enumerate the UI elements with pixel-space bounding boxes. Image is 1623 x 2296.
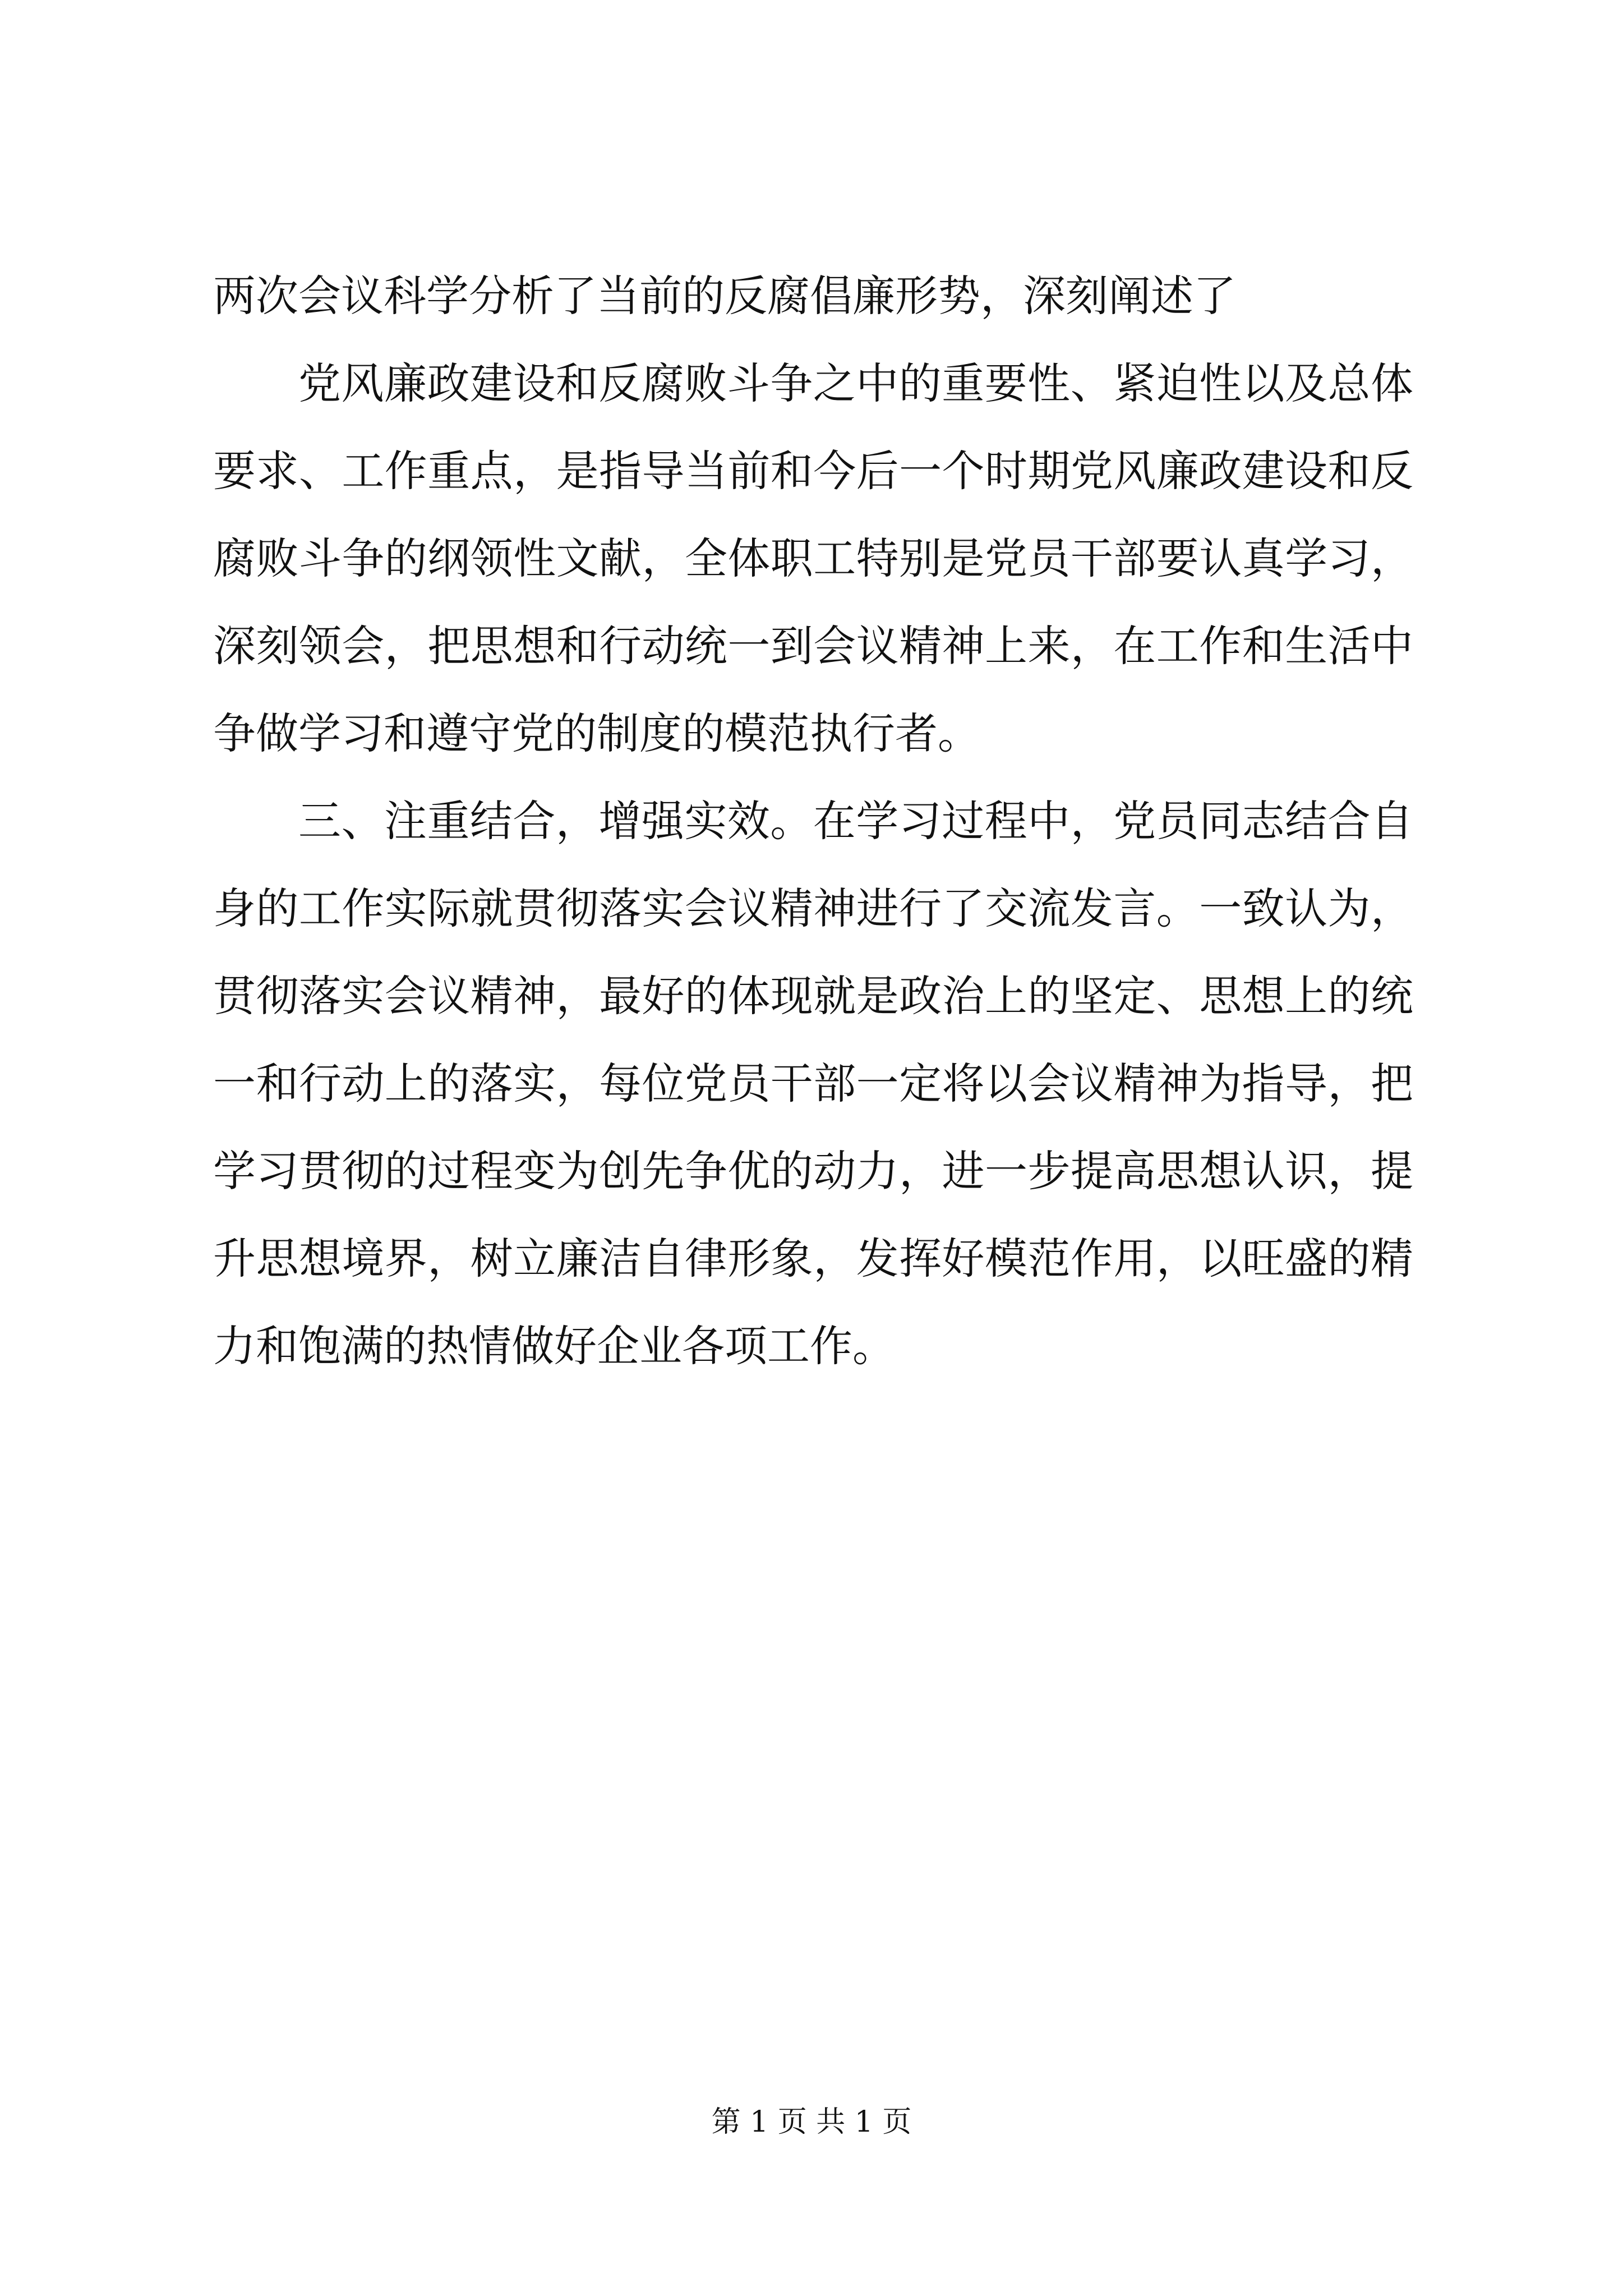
paragraph-2: 党风廉政建设和反腐败斗争之中的重要性、紧迫性以及总体要求、工作重点，是指导当前和今后一个时期党风廉政建设和反腐败斗争的纲领性文献，全体职工特别是党员干部要认真学习，深刻领会，把思想和行动统一到会议精神上来，在工作和生活中争做学习和遵守党的制度的模范执行者。 xyxy=(213,358,1413,758)
paragraph-3: 三、注重结合，增强实效。在学习过程中，党员同志结合自身的工作实际就贯彻落实会议精神进行了交流发言。一致认为，贯彻落实会议精神，最好的体现就是政治上的坚定、思想上的统一和行动上的落实，每位党员干部一定将以会议精神为指导，把学习贯彻的过程变为创先争优的动力，进一步提高思想认识，提升思想境界，树立廉洁自律形象，发挥好模范作用，以旺盛的精力和饱满的热情做好企业各项工作。 xyxy=(213,796,1413,1371)
paragraph-1: 两次会议科学分析了当前的反腐倡廉形势，深刻阐述了 xyxy=(213,271,1236,321)
page-footer: 第 1 页 共 1 页 xyxy=(711,2105,912,2139)
document-body xyxy=(213,252,1413,1390)
